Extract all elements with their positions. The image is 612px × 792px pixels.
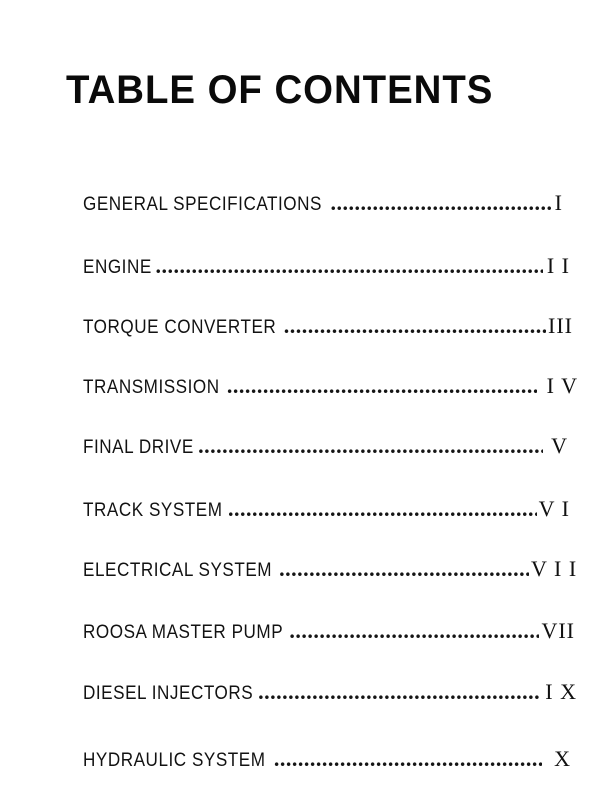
dot-leader [289,620,539,642]
dot-leader [227,375,537,397]
toc-entry-section: V I I [531,556,578,581]
toc-entry-label: ELECTRICAL SYSTEM [83,560,273,581]
toc-entry [83,313,573,343]
toc-entry [83,253,570,283]
dot-leader [279,558,529,580]
toc-entry-section: I I [546,253,570,278]
toc-entry [83,373,578,403]
toc-entry [83,556,577,586]
dot-leader [228,498,537,520]
toc-entry [83,746,571,776]
toc-entry-label: ROOSA MASTER PUMP [83,622,284,643]
toc-entry [83,433,568,463]
toc-entry [83,679,577,709]
toc-entry-label: TORQUE CONVERTER [83,317,277,338]
dot-leader [274,748,542,770]
toc-entry-section: V [551,433,568,458]
toc-entry-label: GENERAL SPECIFICATIONS [83,194,322,215]
dot-leader [198,435,543,457]
toc-entry-section: III [548,313,573,338]
dot-leader [284,315,546,337]
toc-entry [83,190,563,220]
toc-entry [83,496,570,526]
toc-entry-label: FINAL DRIVE [83,437,194,458]
toc-entry-section: I [554,190,563,215]
dot-leader [155,255,542,277]
toc-entry-section: X [554,746,571,771]
dot-leader [258,681,541,703]
toc-entry-label: ENGINE [83,257,152,278]
toc-entry-label: TRANSMISSION [83,377,220,398]
toc-entry-section: V I [538,496,570,521]
toc-entry-label: HYDRAULIC SYSTEM [83,750,266,771]
toc-entry-label: DIESEL INJECTORS [83,683,254,704]
toc-entry-label: TRACK SYSTEM [83,500,223,521]
dot-leader [331,192,551,214]
page-title: TABLE OF CONTENTS [66,68,494,112]
toc-entry-section: VII [541,618,575,643]
toc-entry-section: I V [546,373,578,398]
toc-entry-section: I X [545,679,577,704]
toc-entry [83,618,575,648]
